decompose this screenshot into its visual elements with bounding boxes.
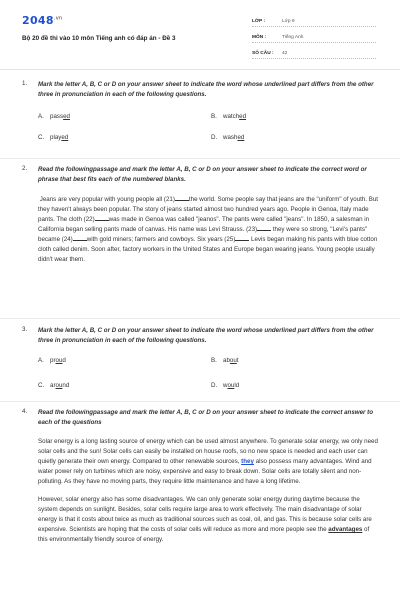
option-c[interactable] xyxy=(38,134,68,141)
passage-text: was made in Genoa was called "jeanos". The pants were called "jeans". In 1850, a salesman in California began selling pants made of canvas. His name was Levi Strauss. (23) xyxy=(38,216,370,233)
option-letter: A. xyxy=(38,113,44,120)
document-header xyxy=(0,0,400,62)
meta-key: SỐ CÂU : xyxy=(252,51,274,56)
meta-key: LỚP : xyxy=(252,19,266,24)
option-text: d xyxy=(62,357,66,364)
option-letter: D. xyxy=(211,134,218,141)
option-text: wash xyxy=(223,134,238,141)
option-letter: D. xyxy=(211,382,218,389)
option-underlined: ed xyxy=(61,134,69,141)
site-logo[interactable] xyxy=(22,14,62,27)
option-letter: A. xyxy=(38,357,44,364)
meta-row-count xyxy=(252,46,376,59)
option-underlined: ou xyxy=(227,382,235,389)
question-3 xyxy=(22,326,378,397)
option-underlined: ou xyxy=(229,357,237,364)
question-instruction: Mark the letter A, B, C or D on your answer sheet to indicate the word whose underlined part differs from the other three in pronunciation in each of the following questions. xyxy=(38,327,374,344)
option-underlined: ed xyxy=(63,113,70,120)
header-divider xyxy=(0,69,400,70)
meta-row-class xyxy=(252,14,376,27)
meta-value: Lớp 9 xyxy=(282,19,295,24)
blank-25 xyxy=(235,235,249,241)
option-text: ld xyxy=(234,382,240,389)
meta-value: Tiếng Anh xyxy=(282,35,304,40)
passage-text: of this environmentally friendly source of energy. xyxy=(38,526,370,543)
question-instruction: Read the followingpassage and mark the letter A, B, C or D on your answer sheet to indicate the correct word or phrase that best fits each of the numbered blanks. xyxy=(38,166,367,183)
passage-text: Solar energy is a long lasting source of energy which can be used almost anywhere. To generate solar energy, we only need solar cells and the sun! Solar cells can easily be installed on house roofs, so no new space is needed and each user can quietly generate their own energy. Compared to other renewable sources, xyxy=(38,438,378,465)
option-d[interactable] xyxy=(211,382,239,389)
logo-number: 2048 xyxy=(22,14,54,27)
blank-24 xyxy=(73,235,87,241)
meta-value: 42 xyxy=(282,51,288,56)
question-number: 3. xyxy=(22,326,28,333)
option-underlined: ed xyxy=(237,134,245,141)
section-divider xyxy=(0,401,400,402)
section-divider xyxy=(0,158,400,159)
passage-paragraph xyxy=(38,495,378,545)
option-letter: C. xyxy=(38,134,45,141)
option-text: ar xyxy=(50,382,56,389)
passage-text: also possess many advantages. Wind and water power rely on turbines which are noisy, expensive and easy to break down. Solar cells are totally silent and non-polluting. As they have no moving parts, they require little maintenance and have a long lifetime. xyxy=(38,458,372,485)
option-text: ab xyxy=(223,357,230,364)
option-text: w xyxy=(223,382,228,389)
option-d[interactable] xyxy=(211,134,244,141)
question-number: 2. xyxy=(22,165,28,172)
logo-suffix: .vn xyxy=(53,15,63,22)
answer-options xyxy=(38,113,378,153)
option-letter: C. xyxy=(38,382,45,389)
passage-paragraph xyxy=(38,437,378,487)
option-text: pr xyxy=(50,357,56,364)
option-text: nd xyxy=(62,382,70,389)
option-b[interactable] xyxy=(211,357,239,364)
option-text: pass xyxy=(50,113,64,120)
reading-passage xyxy=(38,437,378,545)
reading-passage xyxy=(38,195,378,265)
option-underlined: ou xyxy=(55,382,63,389)
passage-text: they were so strong, "Levi's pants" became (24) xyxy=(38,226,368,243)
question-instruction: Mark the letter A, B, C or D on your answer sheet to indicate the word whose underlined part differs from the other three in pronunciation in each of the following questions. xyxy=(38,81,374,98)
option-a[interactable] xyxy=(38,357,66,364)
blank-23 xyxy=(257,225,271,231)
passage-text: However, solar energy also has some disadvantages. We can only generate solar energy during daytime because the system depends on sunlight. Besides, solar cells require large area to work effectively. The main disadvantage of solar energy is that it costs about twice as much as traditional sources such as coal, oil, and gas. This is because solar cells are expensive. Scientists are hoping that the costs of solar cells will reduce as more and more people see the xyxy=(38,496,372,533)
passage-text: Levis began making his pants with blue cotton cloth called denim. Soon after, factory workers in the United States and Europe began wearing jeans. Young people usually didn't wear them. xyxy=(38,236,378,263)
section-divider xyxy=(0,318,400,319)
option-letter: B. xyxy=(211,357,217,364)
meta-row-subject xyxy=(252,30,376,43)
option-text: t xyxy=(236,357,239,364)
meta-key: MÔN : xyxy=(252,35,267,40)
blank-21 xyxy=(175,195,189,201)
option-letter: B. xyxy=(211,113,217,120)
question-instruction: Read the followingpassage and mark the letter A, B, C or D on your answer sheet to indicate the correct answer to each of the questions xyxy=(38,409,374,426)
question-2 xyxy=(22,165,378,273)
option-c[interactable] xyxy=(38,382,69,389)
highlighted-word: they xyxy=(241,458,254,465)
meta-table xyxy=(252,14,376,62)
document-title: Bộ 20 đề thi vào 10 môn Tiếng anh có đáp án - Đề 3 xyxy=(22,35,176,42)
question-1 xyxy=(22,80,378,153)
passage-text: Jeans are very popular with young people all (21) xyxy=(39,196,175,203)
blank-22 xyxy=(95,215,109,221)
question-number: 1. xyxy=(22,80,28,87)
option-a[interactable] xyxy=(38,113,70,120)
option-text: watch xyxy=(223,113,240,120)
option-underlined: ed xyxy=(239,113,247,120)
passage-text: the world. Some people say that jeans are the "uniform" of youth. But they haven't always been popular. The story of jeans started almost two hundred years ago. People in Genoa, Italy made pants. The cloth (22) xyxy=(38,196,379,223)
answer-options xyxy=(38,357,378,397)
option-b[interactable] xyxy=(211,113,246,120)
option-underlined: ou xyxy=(55,357,63,364)
passage-paragraph xyxy=(38,195,378,265)
highlighted-word: advantages xyxy=(328,526,363,533)
question-number: 4. xyxy=(22,408,28,415)
question-4 xyxy=(22,408,378,553)
option-text: play xyxy=(50,134,62,141)
passage-text: with gold miners; farmers and cowboys. Six years (25) xyxy=(86,236,236,243)
